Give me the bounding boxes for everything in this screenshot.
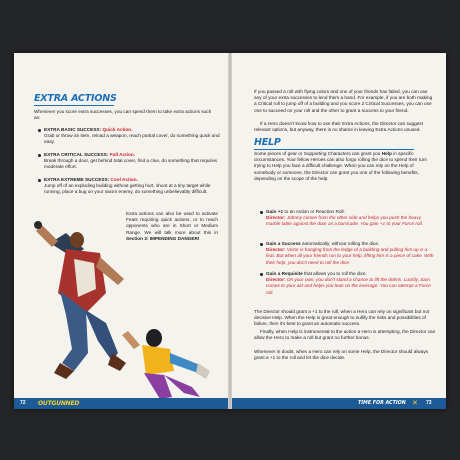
help-bullet-gain-success: Gain a Success automatically, without rolling the dice. Director: Victor is hanging from the ledge of a building and pulling him up is a feat. But when all your friends run to your help, lifting him is a piece of cake. With their help, you don't need to roll the dice.: [266, 241, 436, 266]
right-footer-bar: [232, 398, 446, 409]
right-page: [232, 53, 446, 409]
bullet-dot-icon: [260, 273, 263, 276]
bullet-dot-icon: [260, 211, 263, 214]
crossed-guns-icon: ✕: [412, 400, 418, 407]
director-guidance-paragraph: The Director should grant a +1 to the roll, when a Hero can rely on significant but not decisive Help. When the Help is great enough to nullify the risks and possibilities of failure, then it's best to grant an automatic success.: [254, 309, 430, 327]
bullet-dot-icon: [260, 243, 263, 246]
left-footer-bar: [14, 398, 228, 409]
page-number-right: 73: [426, 400, 432, 406]
section-title-help: HELP: [254, 137, 281, 148]
heroes-illustration: [14, 53, 228, 409]
left-page: [14, 53, 228, 409]
extra-actions-note: If a Hero doesn't know how to use their Extra Actions, the Director can suggest relevant options, but anyway, there is no shame in leaving Extra Actions unused.: [254, 121, 423, 133]
extra-successes-paragraph: If you passed a roll with flying colors and one of your friends has failed, you can use any of your extra successes to lend them a hand. For example, if you are both making a Critical roll to jump off of a building and you score 2 Critical Successes, you can use one to succeed on your roll and the other to grant a success to your friend.: [254, 89, 433, 113]
intro-paragraph: Whenever you score extra successes, you can spend them to take extra actions such as:: [34, 109, 212, 121]
in-doubt-paragraph: Whenever in doubt, when a Hero can rely on some Help, the Director should always grant a +1 to the roll and let the dice decide.: [254, 349, 429, 361]
instrumental-help-paragraph: Finally, when Help is instrumental to the action a Hero is attempting, the Director can allow the Hero to make a roll but grant no further bonus.: [254, 329, 436, 341]
help-title-underline: [254, 149, 414, 150]
hero-jumping-illustration: [34, 221, 126, 379]
help-bullet-gain-plus-one: Gain +1 to an Action or Reaction Roll. Director: Johnny comes from the other side and helps you push the heavy marble table against the door as a barricade. You gain +1 to your Force roll.: [266, 209, 436, 228]
help-bullet-gain-requisite: Gain a Requisite that allows you to roll the dice. Director: On your own, you don't stand a chance to lift the debris. Luckily, Sam comes to your aid and helps you lean on the leverage. You can attempt a Force roll.: [266, 271, 436, 296]
section-title-extra-actions: EXTRA ACTIONS: [34, 93, 117, 104]
help-intro-paragraph: Some pieces of gear or Supporting Characters can grant you Help in specific circumstances. Your fellow Heroes can also forgo rolling the dice to spend their turn trying to Help you face a difficult challenge. When you can rely on the Help of somebody or someone, the Director can grant you one of the following benefits, depending on the scope of the help:: [254, 151, 428, 181]
bullet-critical: EXTRA CRITICAL SUCCESS: Full Action. Break through a door, get behind total cover, find a clue, do something that requires moderate effort.: [44, 152, 220, 171]
bullet-basic: EXTRA BASIC SUCCESS: Quick Action. Grab or throw an item, reload a weapon, reach partial cover, do something quick and easy.: [44, 127, 220, 146]
second-hero-illustration: [122, 329, 210, 399]
bullet-extreme: EXTRA EXTREME SUCCESS: Cool Action. Jump off of an exploding building without getting hurt, shoot at a tiny target while running, place a bug on your sworn enemy, do something unbelievably difficult.: [44, 177, 220, 196]
page-number-left: 72: [20, 400, 26, 406]
outgunned-logo: OUTGUNNED: [38, 399, 80, 407]
chapter-title-footer: TIME FOR ACTION: [358, 400, 406, 406]
side-paragraph: Extra actions can also be used to activate Feats requiring quick actions, or to reach opponents who are in Short or Medium Range. We will talk more about this in Section 3: IMPENDING DANGER!: [126, 211, 218, 241]
